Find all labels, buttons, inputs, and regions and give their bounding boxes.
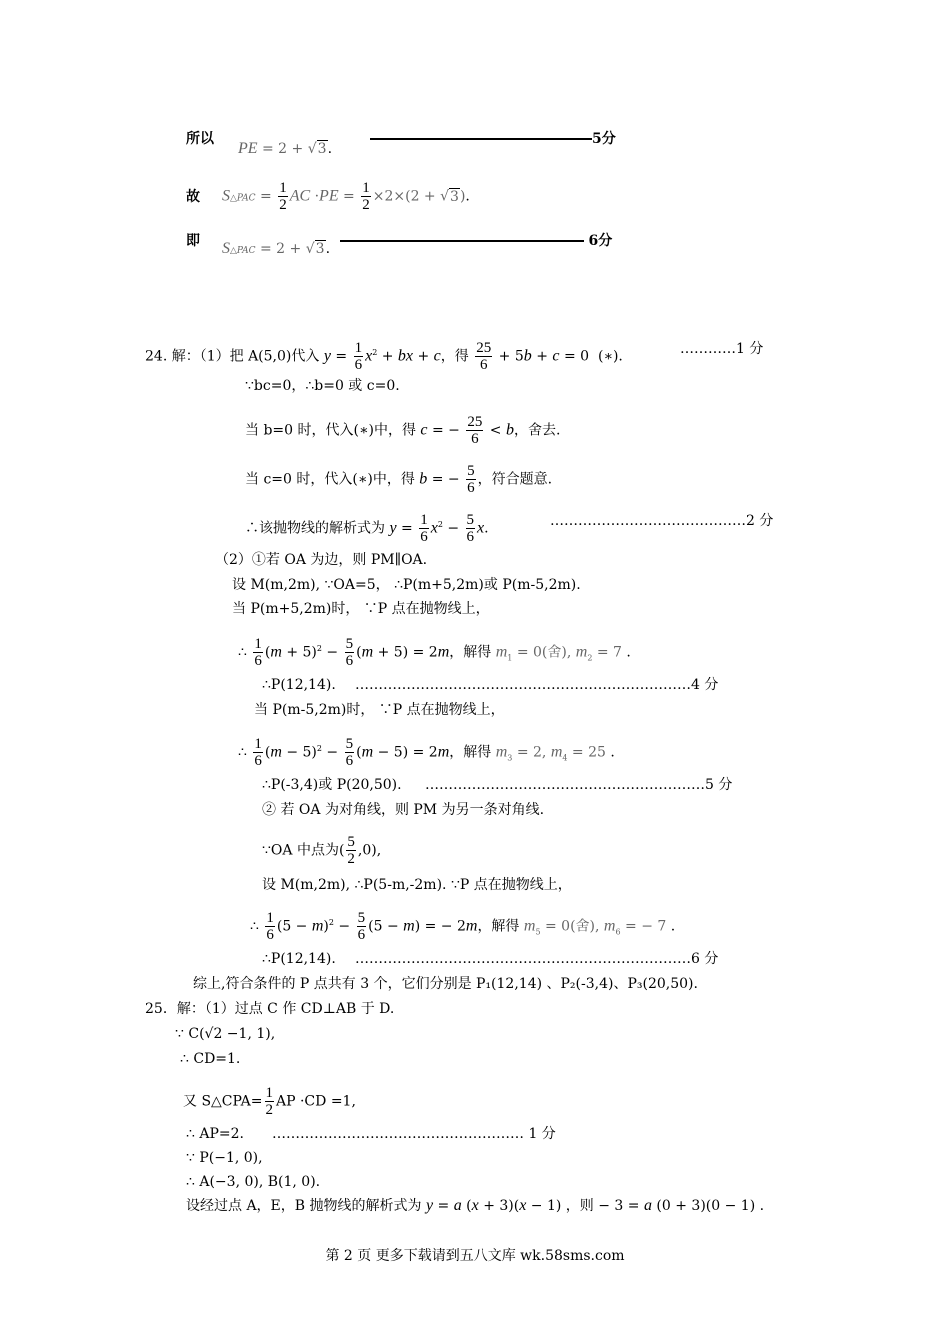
q24-l4b: ，符合题意. [477,471,553,488]
label-gu: 故 [186,189,200,205]
q25-l7: ∴ A(−3, 0), B(1, 0). [186,1174,321,1190]
q24-mark5: ………………………………………………………………6 分 [355,951,719,967]
q25-l4b: AP ·CD =1, [276,1093,356,1110]
q24-p2-10b: ,0), [357,842,382,859]
q24-mark3: ………………………………………………………………4 分 [355,677,719,693]
q25-mark1: ……………………………………………… 1 分 [272,1126,556,1142]
q24-l5a: ∴该抛物线的解析式为 [245,520,385,537]
q24-mark1: …………1 分 [680,341,764,357]
q25-l5: ∴ AP=2. [186,1126,244,1142]
formula-area: S△PAC = $\frac{1}{2}$ AC ·PE = $\frac{1}{2}$ ×2×(2 + √3). [222,180,470,213]
q24-p2-6: 当 P(m-5,2m)时， ∵P 点在抛物线上， [254,702,505,718]
q24-l4a: 当 c=0 时，代入(∗)中，得 [245,471,415,488]
q25-l8: 设经过点 A，E，B 抛物线的解析式为 y = a (x + 3)(x − 1) ，则 − 3 = a (0 + 3)(0 − 1) . [186,1197,765,1214]
q24-l2: ∵bc=0，∴b=0 或 c=0. [245,378,400,394]
q24-mark2: ……………………………………2 分 [550,513,774,529]
q24-l3b: ，舍去. [513,422,561,439]
q24-p2-3: 当 P(m+5,2m)时， ∵P 点在抛物线上， [232,601,490,617]
q24-l4: 当 c=0 时，代入(∗)中，得 b = − $\frac{5}{6}$ ，符合题意. [245,463,553,496]
q24-p2-11: 设 M(m,2m), ∴P(5-m,-2m). ∵P 点在抛物线上， [262,877,572,893]
q25-l6: ∵ P(−1, 0), [186,1150,263,1166]
q24-p2-4: ∴ $\frac{1}{6}$ $(m + 5)^2$ − $\frac{5}{6}$ (m + 5) = 2m，解得 $m_1 = 0$(舍), $m_2 = 7$ . [238,636,631,669]
q24-p2-13: ∴P(12,14). [262,951,336,967]
q25-l4a: 又 S△CPA= [183,1093,263,1110]
q25-l8a: 设经过点 A，E，B 抛物线的解析式为 [186,1198,422,1214]
q24-p2-10a: ∵OA 中点为( [262,842,345,859]
q24-summary: 综上,符合条件的 P 点共有 3 个，它们分别是 P₁(12,14) 、P₂(-3,4)、P₃(20,50). [193,976,698,992]
q24-p2-9: ② 若 OA 为对角线，则 PM 为另一条对角线. [262,802,545,818]
label-ji: 即 [186,233,200,249]
formula-area2: S△PAC = 2 + √3. [222,240,331,257]
q24-p2-8: ∴P(-3,4)或 P(20,50). [262,777,402,793]
q24-p2-4a: ，解得 [449,644,492,661]
q24-p2-12: ∴ $\frac{1}{6}$ $(5 - m)^2$ − $\frac{5}{6}$ (5 − m) = − 2m，解得 $m_5 = 0$(舍), $m_6$ = − 7 . [250,910,676,943]
score-6a [340,232,612,250]
q24-p2-10: ∵OA 中点为( $\frac{5}{2}$ ,0), [262,834,382,867]
q24-p2-7: ∴ $\frac{1}{6}$ $(m - 5)^2$ − $\frac{5}{6}$ (m − 5) = 2m，解得 $m_3 = 2$, $m_4 = 25$ . [238,736,615,769]
q24-l5: ∴该抛物线的解析式为 y = $\frac{1}{6}$ $x^2$ − $\frac{5}{6}$ x. [245,512,489,545]
q24-p2-1: （2）①若 OA 为边，则 PM∥OA. [215,552,428,568]
label-suoyi: 所以 [186,131,214,147]
q24-p2-5: ∴P(12,14). [262,677,336,693]
score-6a-label: 6分 [588,233,613,249]
page-footer: 第 2 页 更多下载请到五八文库 wk.58sms.com [325,1248,625,1264]
formula-pe: PE = 2 + √3. [238,140,333,157]
q24-l3a: 当 b=0 时，代入(∗)中，得 [245,422,416,439]
q24-head: 24. 解：（1）把 A(5,0)代入 [145,348,320,365]
q24-mark4: ……………………………………………………5 分 [425,777,733,793]
q25-l4: 又 S△CPA= $\frac{1}{2}$ AP ·CD =1, [183,1085,356,1118]
q25-l2: ∵ C(√2 −1, 1), [175,1026,276,1042]
score-5a [370,130,616,148]
q24-star: (∗). [597,348,623,365]
q24-l3: 当 b=0 时，代入(∗)中，得 c = − $\frac{25}{6}$ < b，舍去. [245,414,561,447]
q25-l8b: ，则 [565,1198,594,1214]
q25-head: 25．解：（1）过点 C 作 CD⊥AB 于 D. [145,1001,395,1017]
q24-get1: ，得 [440,348,469,365]
q24-p2-12a: ，解得 [477,918,520,935]
q24-p2-2: 设 M(m,2m), ∵OA=5， ∴P(m+5,2m)或 P(m-5,2m). [232,577,581,593]
q24-p2-7a: ，解得 [449,744,492,761]
q25-l3: ∴ CD=1. [180,1051,241,1067]
score-5a-label: 5分 [592,131,616,147]
q24-part1-line: 24. 解：（1）把 A(5,0)代入 y = $\frac{1}{6}$ $x^2$ + bx + c，得 $\frac{25}{6}$ + 5b + c = 0 (∗). [145,340,623,373]
